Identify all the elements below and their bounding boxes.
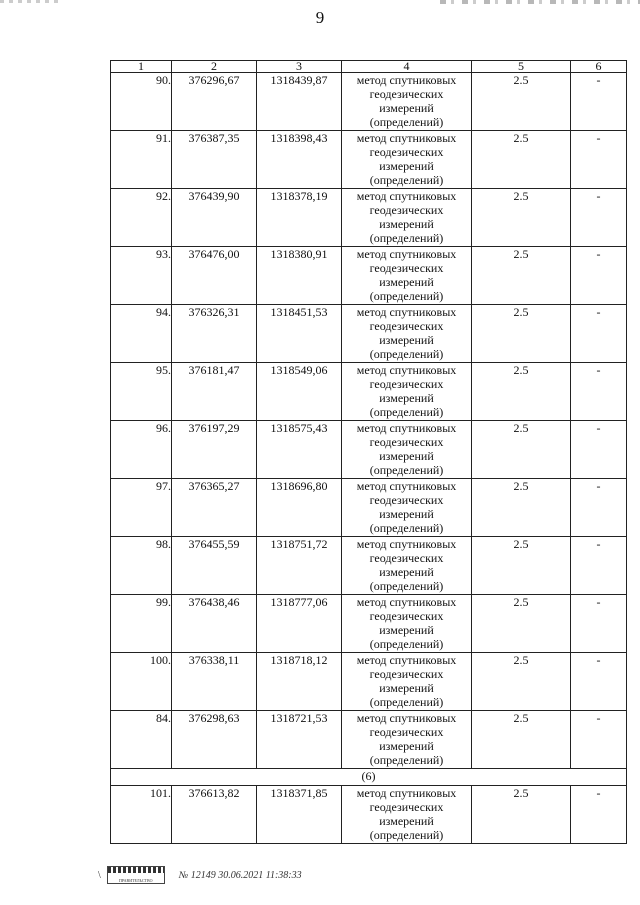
coordinate-y: 1318696,80	[257, 479, 342, 537]
method-cell: метод спутниковых геодезических измерений (определений)	[342, 131, 472, 189]
coordinate-x: 376298,63	[172, 711, 257, 769]
accuracy-cell: 2.5	[472, 73, 571, 131]
note-cell: -	[571, 305, 627, 363]
note-cell: -	[571, 479, 627, 537]
table-header-row	[111, 61, 627, 73]
coordinate-x: 376365,27	[172, 479, 257, 537]
method-cell: метод спутниковых геодезических измерений (определений)	[342, 479, 472, 537]
coordinate-y: 1318371,85	[257, 786, 342, 844]
table-row	[111, 131, 627, 189]
coordinate-y: 1318451,53	[257, 305, 342, 363]
method-cell: метод спутниковых геодезических измерений (определений)	[342, 247, 472, 305]
note-cell: -	[571, 595, 627, 653]
method-cell: метод спутниковых геодезических измерений (определений)	[342, 305, 472, 363]
scan-artifact-top-left	[0, 0, 60, 3]
coordinate-x: 376326,31	[172, 305, 257, 363]
point-number: 99.	[111, 595, 172, 653]
note-cell: -	[571, 363, 627, 421]
contour-label: (6)	[111, 769, 627, 786]
point-number: 97.	[111, 479, 172, 537]
document-footer	[98, 865, 302, 885]
table-row	[111, 247, 627, 305]
method-cell: метод спутниковых геодезических измерений (определений)	[342, 537, 472, 595]
accuracy-cell: 2.5	[472, 363, 571, 421]
column-header: 5	[472, 61, 571, 73]
point-number: 91.	[111, 131, 172, 189]
point-number: 84.	[111, 711, 172, 769]
accuracy-cell: 2.5	[472, 711, 571, 769]
contour-separator-row	[111, 769, 627, 786]
table-row	[111, 363, 627, 421]
coordinate-y: 1318575,43	[257, 421, 342, 479]
method-cell: метод спутниковых геодезических измерений (определений)	[342, 421, 472, 479]
coordinate-y: 1318378,19	[257, 189, 342, 247]
method-cell: метод спутниковых геодезических измерений (определений)	[342, 595, 472, 653]
coordinate-x: 376181,47	[172, 363, 257, 421]
coordinate-y: 1318751,72	[257, 537, 342, 595]
accuracy-cell: 2.5	[472, 131, 571, 189]
table-row	[111, 537, 627, 595]
method-cell: метод спутниковых геодезических измерений (определений)	[342, 73, 472, 131]
accuracy-cell: 2.5	[472, 421, 571, 479]
column-header: 1	[111, 61, 172, 73]
note-cell: -	[571, 247, 627, 305]
method-cell: метод спутниковых геодезических измерений (определений)	[342, 786, 472, 844]
table-row	[111, 479, 627, 537]
coordinate-y: 1318398,43	[257, 131, 342, 189]
footer-mark: \	[98, 869, 101, 881]
method-cell: метод спутниковых геодезических измерений (определений)	[342, 189, 472, 247]
note-cell: -	[571, 131, 627, 189]
coordinate-y: 1318439,87	[257, 73, 342, 131]
coordinate-x: 376338,11	[172, 653, 257, 711]
table-row	[111, 421, 627, 479]
point-number: 101.	[111, 786, 172, 844]
table-row	[111, 653, 627, 711]
coordinate-x: 376387,35	[172, 131, 257, 189]
coordinate-y: 1318721,53	[257, 711, 342, 769]
column-header: 3	[257, 61, 342, 73]
note-cell: -	[571, 537, 627, 595]
coordinate-x: 376455,59	[172, 537, 257, 595]
table-row	[111, 73, 627, 131]
table-row	[111, 305, 627, 363]
coordinate-x: 376613,82	[172, 786, 257, 844]
accuracy-cell: 2.5	[472, 537, 571, 595]
note-cell: -	[571, 189, 627, 247]
coordinate-y: 1318718,12	[257, 653, 342, 711]
note-cell: -	[571, 653, 627, 711]
registration-stamp: № 12149 30.06.2021 11:38:33	[178, 869, 302, 881]
point-number: 93.	[111, 247, 172, 305]
point-number: 98.	[111, 537, 172, 595]
note-cell: -	[571, 73, 627, 131]
coordinate-x: 376438,46	[172, 595, 257, 653]
column-header: 4	[342, 61, 472, 73]
point-number: 94.	[111, 305, 172, 363]
table-row	[111, 595, 627, 653]
note-cell: -	[571, 711, 627, 769]
note-cell: -	[571, 421, 627, 479]
accuracy-cell: 2.5	[472, 653, 571, 711]
point-number: 100.	[111, 653, 172, 711]
coordinate-y: 1318380,91	[257, 247, 342, 305]
page-number: 9	[315, 8, 325, 27]
accuracy-cell: 2.5	[472, 247, 571, 305]
coordinate-x: 376476,00	[172, 247, 257, 305]
point-number: 92.	[111, 189, 172, 247]
column-header: 2	[172, 61, 257, 73]
coordinates-table	[110, 60, 627, 844]
column-header: 6	[571, 61, 627, 73]
method-cell: метод спутниковых геодезических измерений (определений)	[342, 711, 472, 769]
coordinate-y: 1318549,06	[257, 363, 342, 421]
coordinate-x: 376197,29	[172, 421, 257, 479]
method-cell: метод спутниковых геодезических измерений (определений)	[342, 363, 472, 421]
table-row	[111, 189, 627, 247]
coordinate-x: 376296,67	[172, 73, 257, 131]
table-row	[111, 786, 627, 844]
method-cell: метод спутниковых геодезических измерений (определений)	[342, 653, 472, 711]
accuracy-cell: 2.5	[472, 595, 571, 653]
accuracy-cell: 2.5	[472, 189, 571, 247]
scan-artifact-top-right	[440, 0, 640, 4]
coordinate-y: 1318777,06	[257, 595, 342, 653]
accuracy-cell: 2.5	[472, 305, 571, 363]
table-row	[111, 711, 627, 769]
coordinate-x: 376439,90	[172, 189, 257, 247]
point-number: 95.	[111, 363, 172, 421]
note-cell: -	[571, 786, 627, 844]
stamp-text: ПРАВИТЕЛЬСТВО	[119, 878, 153, 883]
accuracy-cell: 2.5	[472, 786, 571, 844]
point-number: 96.	[111, 421, 172, 479]
point-number: 90.	[111, 73, 172, 131]
government-stamp-icon	[107, 866, 165, 884]
accuracy-cell: 2.5	[472, 479, 571, 537]
